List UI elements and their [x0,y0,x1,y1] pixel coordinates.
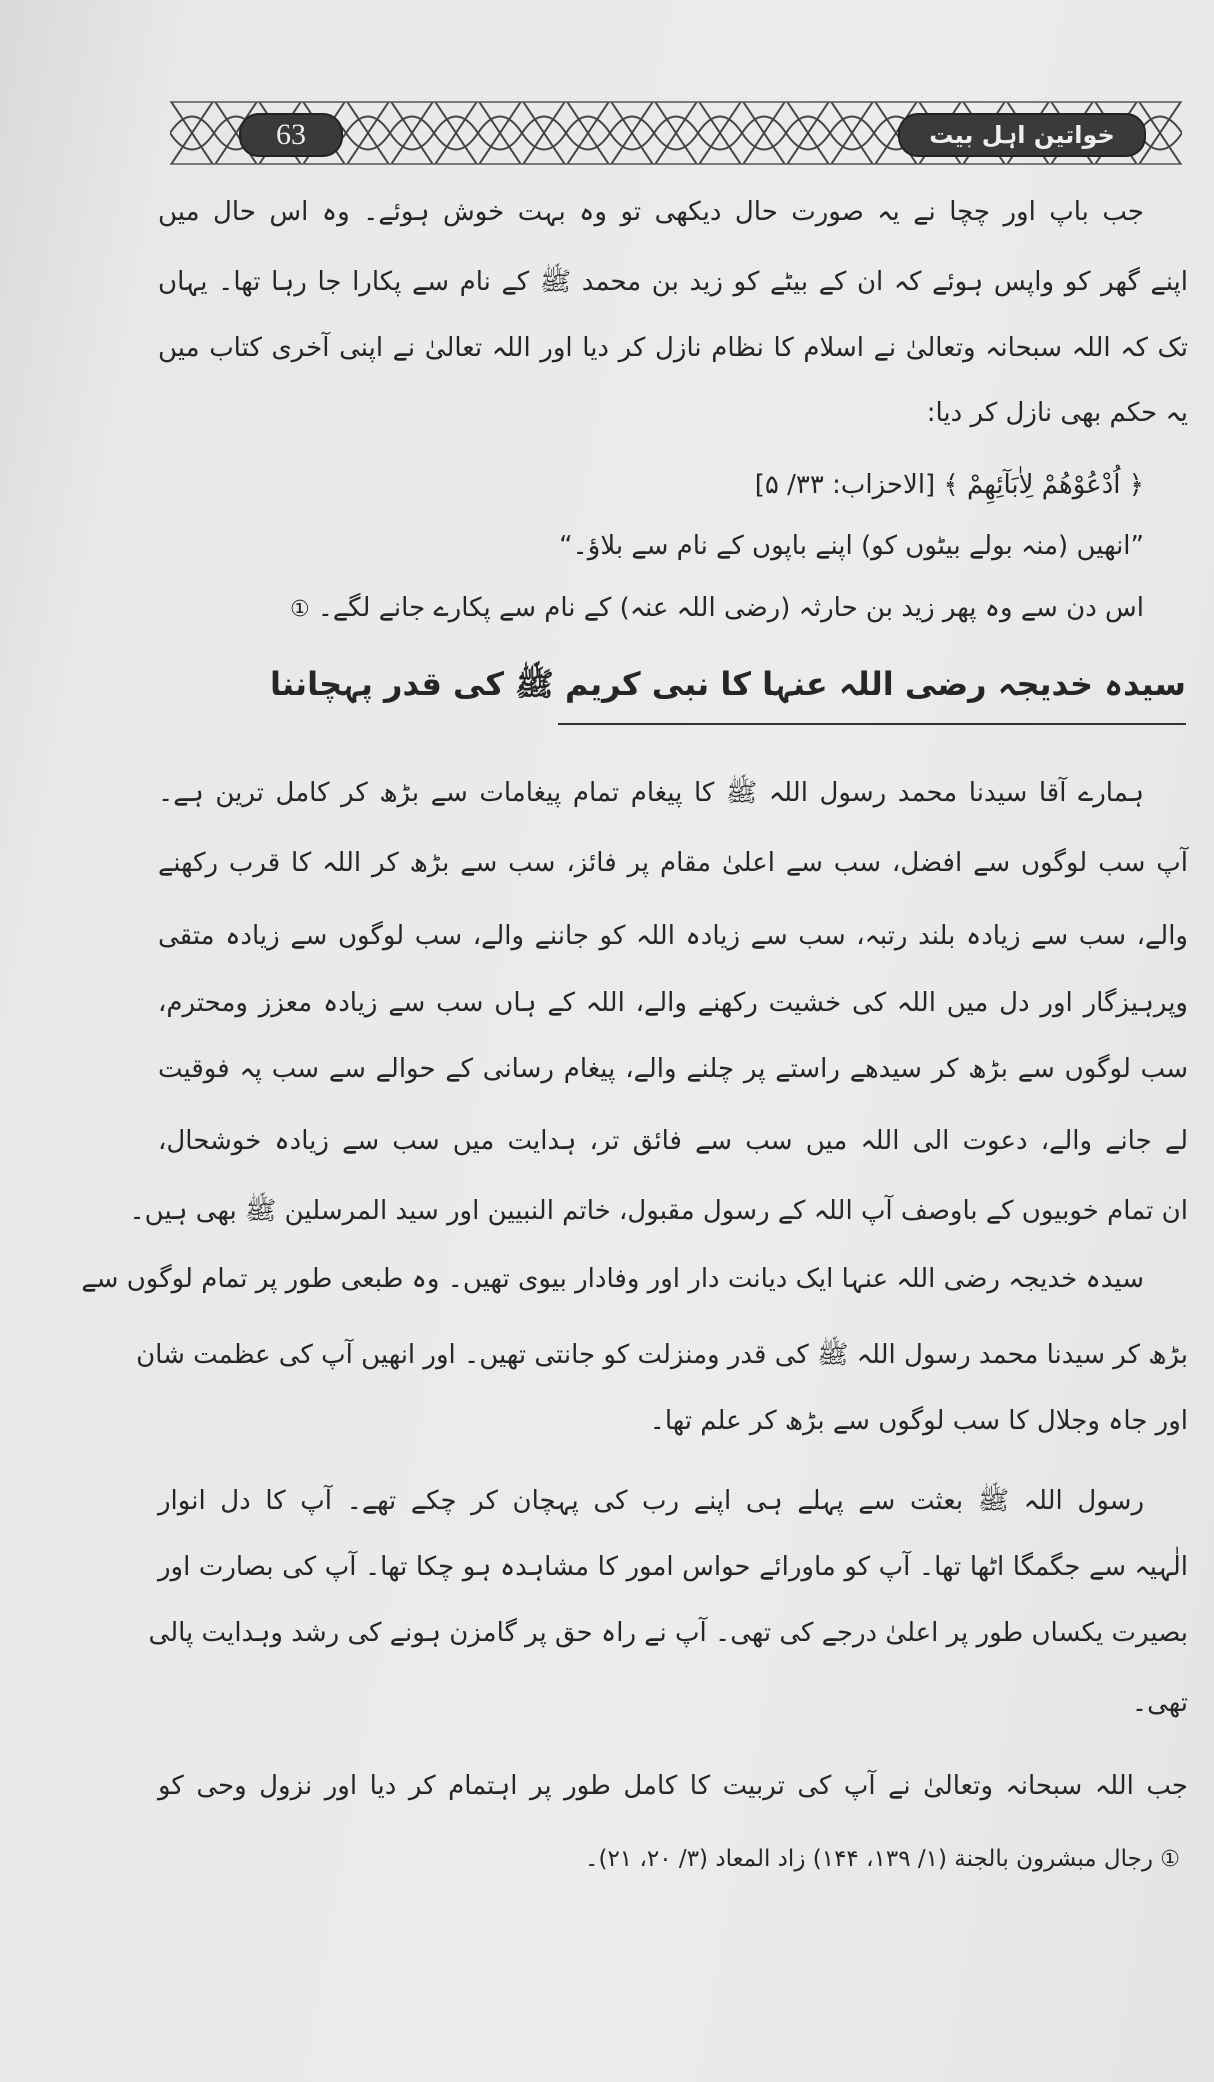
text-line [158,575,1188,641]
page-header-ornament [170,100,1182,166]
text-line: جب اللہ سبحانہ وتعالیٰ نے آپ کی تربیت کا کامل طور پر اہتمام کر دیا اور نزول وحی کو [158,1771,1188,1801]
text-line: یہ حکم بھی نازل کر دیا: [926,398,1188,428]
page-number: 63 [239,113,343,157]
verse-translation: ”انھیں (منہ بولے بیٹوں کو) اپنے باپوں کے نام سے بلاؤ۔“ [559,531,1144,561]
text-line: اور جاہ وجلال کا سب لوگوں سے بڑھ کر علم تھا۔ [649,1406,1188,1436]
footnote [158,1826,1188,1892]
quran-verse: ﴿ اُدْعُوْهُمْ لِاٰبَآئِهِمْ ﴾ [الاحزاب: ۳۳/ ۵] [754,470,1144,500]
book-title: خواتین اہل بیت [898,113,1146,157]
text-line: رسول اللہ ﷺ بعثت سے پہلے ہی اپنے رب کی پہچان کر چکے تھے۔ آپ کا دل انوار [158,1486,1144,1516]
footnote-text: رجال مبشرون بالجنة (۱/ ۱۳۹، ۱۴۴) زاد المعاد (۳/ ۲۰، ۲۱)۔ [585,1846,1153,1872]
text-line: سب لوگوں سے بڑھ کر سیدھے راستے پر چلنے والے، پیغام رسانی کے حوالے سے سب پہ فوقیت [158,1054,1188,1084]
text-line: ان تمام خوبیوں کے باوصف آپ اللہ کے رسول مقبول، خاتم النبیین اور سید المرسلین ﷺ بھی ہیں۔ [129,1196,1188,1226]
section-heading: سیدہ خدیجہ رضی اللہ عنہا کا نبی کریم ﷺ کی قدر پہچاننا [269,665,1186,703]
text-line-content: اس دن سے وہ پھر زید بن حارثہ (رضی اللہ عنہ) کے نام سے پکارے جانے لگے۔ [317,593,1144,623]
text-line: جب باپ اور چچا نے یہ صورت حال دیکھی تو وہ بہت خوش ہوئے۔ وہ اس حال میں [158,197,1144,227]
text-line: تھی۔ [1131,1688,1188,1718]
text-line: سیدہ خدیجہ رضی اللہ عنہا ایک دیانت دار اور وفادار بیوی تھیں۔ وہ طبعی طور پر تمام لوگوں سے [81,1264,1144,1294]
text-line: لے جانے والے، دعوت الی اللہ میں سب سے فائق تر، ہدایت میں سب سے زیادہ خوشحال، [158,1126,1188,1156]
footnote-number: ① [1160,1847,1180,1872]
text-line: اپنے گھر کو واپس ہوئے کہ ان کے بیٹے کو زید بن محمد ﷺ کے نام سے پکارا جا رہا تھا۔ یہاں [158,267,1188,297]
footnote-reference[interactable]: ① [289,597,310,622]
text-line: الٰہیہ سے جگمگا اٹھا تھا۔ آپ کو ماورائے حواس امور کا مشاہدہ ہو چکا تھا۔ آپ کی بصارت اور [158,1552,1189,1582]
text-line: ہمارے آقا سیدنا محمد رسول اللہ ﷺ کا پیغام تمام پیغامات سے بڑھ کر کامل ترین ہے۔ [158,778,1144,808]
text-line: والے، سب سے زیادہ بلند رتبہ، سب سے زیادہ اللہ کو جاننے والے، سب لوگوں سے زیادہ متقی [158,921,1188,951]
text-line: وپرہیزگار اور دل میں اللہ کی خشیت رکھنے والے، اللہ کے ہاں سب سے زیادہ معزز ومحترم، [158,988,1188,1018]
text-line: آپ سب لوگوں سے افضل، سب سے اعلیٰ مقام پر فائز، سب سے بڑھ کر اللہ کا قرب رکھنے [158,848,1188,878]
text-line: بصیرت یکساں طور پر اعلیٰ درجے کی تھی۔ آپ نے راہ حق پر گامزن ہونے کی رشد وہدایت پالی [148,1618,1188,1648]
heading-underline [558,723,1186,725]
text-line: بڑھ کر سیدنا محمد رسول اللہ ﷺ کی قدر ومنزلت کو جانتی تھیں۔ اور انھیں آپ کی عظمت شان [136,1340,1188,1370]
text-line: تک کہ اللہ سبحانہ وتعالیٰ نے اسلام کا نظام نازل کر دیا اور اللہ تعالیٰ نے اپنی آخری کتاب میں [158,333,1188,363]
